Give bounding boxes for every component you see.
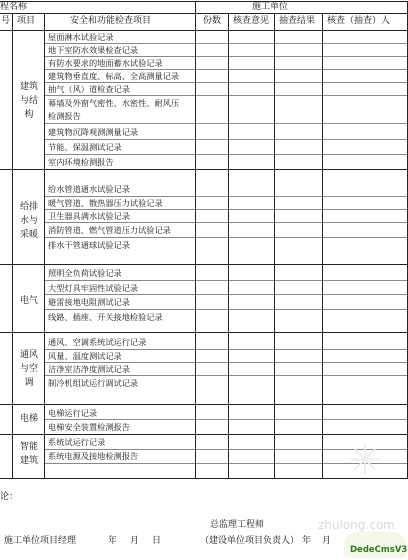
check-item: 通风、空调系统试运行记录 <box>48 337 147 347</box>
project-name-label: 程名称 <box>0 2 28 12</box>
col-reviewer: 核查（抽查）人 <box>327 16 391 26</box>
category-label: 建筑与结构 <box>19 82 38 120</box>
check-item: 建筑物沉降观测测量记录 <box>48 127 139 137</box>
check-item: 洁净室洁净度测试记录 <box>48 364 130 374</box>
check-item: 避雷接地电阻测试记录 <box>48 297 130 307</box>
row-line <box>44 209 408 210</box>
watermark-emblem: ✳ <box>348 438 382 484</box>
row-line <box>44 362 408 363</box>
row-line <box>44 309 408 310</box>
category-label: 电梯 <box>19 414 38 424</box>
col-line <box>228 13 229 478</box>
check-item: 系统试运行记录 <box>48 437 106 447</box>
date-month-2: 月 <box>322 536 332 546</box>
site-logo-text: DedeCmsV3 <box>350 545 408 555</box>
category-label: 通风与空调 <box>19 350 38 388</box>
row-line <box>44 123 408 124</box>
category-label: 电气 <box>19 296 38 306</box>
col-line <box>322 13 323 478</box>
date-year: 年 <box>108 536 118 546</box>
row-line <box>44 237 408 238</box>
rule-cat5 <box>0 434 408 435</box>
check-item: 室内环境检测报告 <box>48 157 114 167</box>
row-line <box>44 222 408 223</box>
category-label: 智能建筑 <box>19 442 38 466</box>
check-item: 屋面淋水试验记录 <box>48 32 114 42</box>
category-label: 给排水与采暖 <box>19 202 38 240</box>
check-item: 有防水要求的地面蓄水试验记录 <box>48 58 163 68</box>
rule-top <box>0 1 408 2</box>
rule-cat3 <box>0 332 408 333</box>
check-item: 给水管道通水试验记录 <box>48 184 130 194</box>
check-item: 系统电源及接地检测报告 <box>48 451 139 461</box>
check-item: 照明全负荷试验记录 <box>48 268 122 278</box>
date-year-2: 年 <box>302 536 312 546</box>
watermark-site: zhulong.com <box>318 518 395 532</box>
row-line <box>44 95 408 96</box>
check-item: 制冷机组试运行调试记录 <box>48 378 139 388</box>
rule-cat1 <box>0 169 408 170</box>
row-line <box>44 375 408 376</box>
check-item: 消防管道、燃气管道压力试验记录 <box>48 225 171 235</box>
date-month: 月 <box>130 536 140 546</box>
owner-label: （建设单位项目负责人） <box>200 536 300 546</box>
row-line <box>44 139 408 140</box>
col-line <box>274 13 275 478</box>
row-line <box>44 294 408 295</box>
col-item: 项目 <box>17 16 36 26</box>
rule-title <box>0 13 408 14</box>
check-item: 幕墙及外窗气密性、水密性、耐风压 <box>48 98 180 108</box>
rule-bottom <box>0 478 408 479</box>
rule-header <box>0 30 408 31</box>
col-line <box>44 13 45 478</box>
check-item: 大型灯具牢固性试验记录 <box>48 283 139 293</box>
construction-unit-label: 施工单位 <box>252 2 289 12</box>
row-line <box>44 43 408 44</box>
col-sampling-result: 抽查结果 <box>279 16 316 26</box>
row-line <box>44 56 408 57</box>
check-item: 抽气（风）道检查记录 <box>48 84 130 94</box>
date-day: 日 <box>152 536 162 546</box>
col-line <box>195 1 196 478</box>
row-line <box>44 419 408 420</box>
col-line <box>12 13 13 478</box>
check-item: 电梯运行记录 <box>48 408 98 418</box>
row-line <box>44 82 408 83</box>
check-item: 检测报告 <box>48 111 81 121</box>
check-item: 建筑物垂直度、标高、全高测量记录 <box>48 71 180 81</box>
check-item: 线路、插座、开关接地检验记录 <box>48 312 163 322</box>
col-copies: 份数 <box>203 16 222 26</box>
supervisor-label: 总监理工程师 <box>210 520 265 530</box>
row-line <box>44 349 408 350</box>
row-line <box>44 280 408 281</box>
check-item: 地下室防水效果检查记录 <box>48 45 139 55</box>
check-item: 电梯安全装置检测报告 <box>48 422 130 432</box>
col-seq: 号 <box>1 16 11 26</box>
check-item: 卫生器具满水试验记录 <box>48 211 130 221</box>
rule-cat4 <box>0 404 408 405</box>
col-review-opinion: 核查意见 <box>233 16 270 26</box>
row-line <box>44 154 408 155</box>
row-line <box>44 196 408 197</box>
check-item: 风量、温度测试记录 <box>48 351 122 361</box>
conclusion-label: 论： <box>0 492 19 502</box>
col-content: 安全和功能检查项目 <box>70 16 152 26</box>
check-item: 暖气管道、散热器压力试验记录 <box>48 198 163 208</box>
row-line <box>44 69 408 70</box>
pm-label: 施工单位项目经理 <box>4 536 77 546</box>
site-logo <box>344 532 406 558</box>
rule-cat2 <box>0 264 408 265</box>
check-item: 节能、保温测试记录 <box>48 142 122 152</box>
check-item: 排水干管通球试验记录 <box>48 240 130 250</box>
